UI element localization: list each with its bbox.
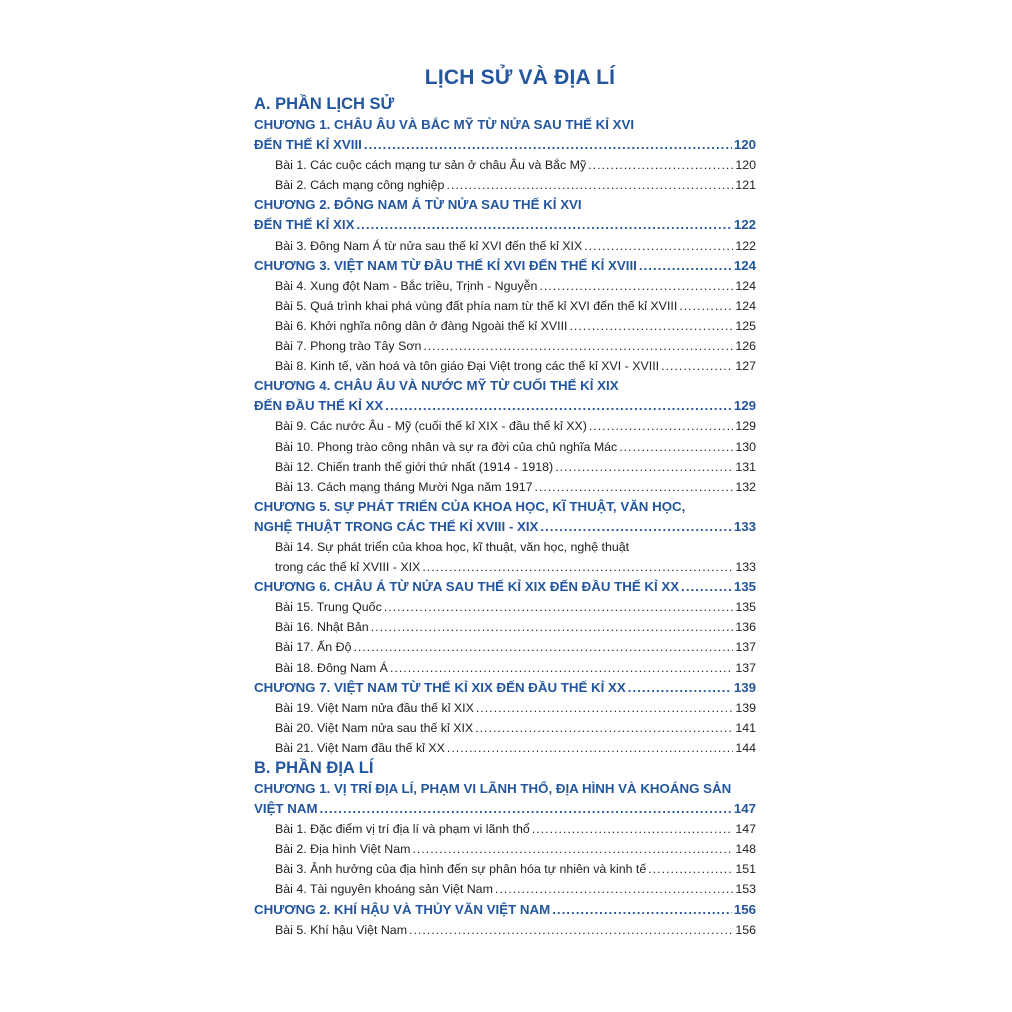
toc-entry-text: ĐẾN THẾ KỈ XVIII [254,137,362,153]
toc-entry-text: CHƯƠNG 2. KHÍ HẬU VÀ THỦY VĂN VIỆT NAM [254,901,551,917]
toc-lesson-row [254,738,756,758]
toc-lesson-row [254,637,756,657]
dot-leader [495,879,733,899]
toc-entry-text: Bài 5. Khí hậu Việt Nam [275,922,408,937]
toc-lesson-row [254,175,756,195]
toc-page-number: 141 [735,720,756,735]
toc-entry-text: Bài 9. Các nước Âu - Mỹ (cuối thế kỉ XIX - đầu thế kỉ XX) [275,419,587,434]
dot-leader [412,839,733,859]
toc-entry-text: Bài 16. Nhật Bản [275,620,369,635]
dot-leader [584,236,733,256]
toc-lesson-row [254,658,756,678]
dot-leader [384,597,734,617]
page-title: LỊCH SỬ VÀ ĐỊA LÍ [424,66,616,89]
toc-page-number: 147 [733,801,756,817]
toc-entry-text: Bài 18. Đông Nam Á [275,660,388,675]
toc-entry-text: Bài 12. Chiến tranh thế giới thứ nhất (1914 - 1918) [275,459,554,474]
dot-leader [423,336,733,356]
toc-page-number: 156 [735,922,756,937]
toc-page-number: 132 [735,479,756,494]
table-of-contents [254,94,756,940]
toc-chapter-row [254,195,756,215]
dot-leader [364,135,732,155]
dot-leader [681,577,732,597]
toc-lesson-row [254,155,756,175]
toc-entry-text: Bài 21. Việt Nam đầu thế kỉ XX [275,740,445,755]
toc-lesson-row [254,859,756,879]
toc-entry-text: Bài 10. Phong trào công nhân và sự ra đời của chủ nghĩa Mác [275,439,618,454]
dot-leader [679,296,733,316]
toc-chapter-row [254,376,756,396]
dot-leader [552,900,732,920]
toc-entry-text: Bài 2. Địa hình Việt Nam [275,842,411,857]
dot-leader [385,396,732,416]
toc-chapter-row [254,115,756,135]
toc-entry-text: Bài 8. Kinh tế, văn hoá và tôn giáo Đại Việt trong các thế kỉ XVI - XVIII [275,359,660,374]
toc-entry-text: CHƯƠNG 4. CHÂU ÂU VÀ NƯỚC MỸ TỪ CUỐI THẾ KỈ XIX [254,378,619,394]
toc-entry-text: VIỆT NAM [254,801,318,817]
dot-leader [371,617,734,637]
dot-leader [320,799,732,819]
toc-page-number: 126 [735,339,756,354]
toc-page-number: 127 [735,359,756,374]
toc-entry-text: Bài 2. Cách mạng công nghiệp [275,178,445,193]
toc-entry-text: Bài 15. Trung Quốc [275,600,382,615]
dot-leader [661,356,733,376]
toc-chapter-row [254,900,756,920]
toc-chapter-row [254,577,756,597]
toc-chapter-row [254,396,756,416]
toc-page-number: 124 [733,257,756,273]
toc-lesson-row [254,597,756,617]
toc-page-number: 147 [735,822,756,837]
toc-page-number: 151 [735,862,756,877]
toc-page-number: 133 [735,560,756,575]
dot-leader [422,557,733,577]
toc-entry-text: Bài 7. Phong trào Tây Sơn [275,339,422,354]
toc-page-number: 121 [735,178,756,193]
dot-leader [569,316,733,336]
toc-lesson-row [254,356,756,376]
dot-leader [628,678,732,698]
toc-entry-text: B. PHẦN ĐỊA LÍ [254,759,374,777]
dot-leader [447,738,733,758]
dot-leader [535,477,734,497]
toc-entry-text: CHƯƠNG 7. VIỆT NAM TỪ THẾ KỈ XIX ĐẾN ĐẦU THẾ KỈ XX [254,679,626,695]
toc-entry-text: A. PHẦN LỊCH SỬ [254,95,395,113]
dot-leader [475,718,733,738]
dot-leader [532,819,733,839]
dot-leader [589,416,733,436]
toc-entry-text: CHƯƠNG 1. CHÂU ÂU VÀ BẮC MỸ TỪ NỬA SAU THẾ KỈ XVI [254,117,635,132]
toc-entry-text: Bài 17. Ấn Độ [275,640,352,655]
toc-entry-text: Bài 3. Ảnh hưởng của địa hình đến sự phân hóa tự nhiên và kinh tế [275,862,647,877]
toc-page-number: 124 [735,298,756,313]
toc-lesson-row [254,296,756,316]
toc-lesson-row [254,437,756,457]
toc-chapter-row [254,517,756,537]
dot-leader [639,256,732,276]
toc-entry-text: Bài 4. Xung đột Nam - Bắc triều, Trịnh - Nguyễn [275,278,538,293]
dot-leader [648,859,733,879]
toc-lesson-row [254,819,756,839]
toc-page-number: 148 [735,842,756,857]
toc-page-number: 129 [735,419,756,434]
toc-chapter-row [254,497,756,517]
toc-page-number: 137 [735,640,756,655]
toc-page-number: 122 [733,217,756,233]
toc-page-number: 129 [733,398,756,414]
toc-entry-text: Bài 14. Sự phát triển của khoa học, kĩ thuật, văn học, nghệ thuật [275,539,630,554]
toc-entry-text: CHƯƠNG 1. VỊ TRÍ ĐỊA LÍ, PHẠM VI LÃNH THỔ, ĐỊA HÌNH VÀ KHOÁNG SẢN [254,781,732,796]
toc-page-number: 120 [735,158,756,173]
toc-page-number: 133 [733,518,756,534]
toc-chapter-row [254,678,756,698]
toc-entry-text: CHƯƠNG 5. SỰ PHÁT TRIỂN CỦA KHOA HỌC, KĨ THUẬT, VĂN HỌC, [254,498,686,514]
toc-entry-text: Bài 6. Khởi nghĩa nông dân ở đàng Ngoài thế kỉ XVIII [275,318,568,333]
toc-entry-text: CHƯƠNG 6. CHÂU Á TỪ NỬA SAU THẾ KỈ XIX ĐẾN ĐẦU THẾ KỈ XX [254,579,680,595]
toc-part-heading [254,94,756,115]
toc-page-number: 135 [733,579,756,595]
toc-entry-text: CHƯƠNG 3. VIỆT NAM TỪ ĐẦU THẾ KỈ XVI ĐẾN THẾ KỈ XVIII [254,257,637,273]
toc-entry-text: trong các thế kỉ XVIII - XIX [275,560,421,575]
toc-entry-text: CHƯƠNG 2. ĐÔNG NAM Á TỪ NỬA SAU THẾ KỈ XVI [254,197,582,213]
toc-page-number: 122 [735,238,756,253]
toc-page-number: 139 [733,679,756,695]
toc-chapter-row [254,135,756,155]
toc-page-number: 153 [735,882,756,897]
dot-leader [409,920,733,940]
toc-entry-text: Bài 3. Đông Nam Á từ nửa sau thế kỉ XVI đến thế kỉ XIX [275,238,583,253]
toc-lesson-row [254,718,756,738]
dot-leader [353,637,733,657]
toc-page-number: 130 [735,439,756,454]
toc-page-number: 156 [733,901,756,917]
toc-entry-text: Bài 1. Đặc điểm vị trí địa lí và phạm vi lãnh thổ [275,822,530,837]
toc-page-number: 135 [735,600,756,615]
toc-entry-text: Bài 5. Quá trình khai phá vùng đất phía nam từ thế kỉ XVI đến thế kỉ XVIII [275,298,678,313]
toc-entry-text: ĐẾN THẾ KỈ XIX [254,217,355,233]
toc-entry-text: ĐẾN ĐẦU THẾ KỈ XX [254,398,384,414]
toc-page-number: 120 [733,137,756,153]
toc-page-number: 144 [735,740,756,755]
toc-entry-text: Bài 4. Tài nguyên khoáng sản Việt Nam [275,882,493,897]
toc-entry-text: Bài 20. Việt Nam nửa sau thế kỉ XIX [275,720,474,735]
toc-lesson-row [254,698,756,718]
toc-lesson-row [254,416,756,436]
toc-lesson-row [254,457,756,477]
toc-lesson-row [254,557,756,577]
dot-leader [446,175,733,195]
toc-lesson-row [254,920,756,940]
toc-lesson-row [254,336,756,356]
toc-entry-text: NGHỆ THUẬT TRONG CÁC THẾ KỈ XVIII - XIX [254,518,539,534]
toc-part-heading [254,758,756,779]
dot-leader [356,215,731,235]
toc-lesson-row [254,537,756,557]
dot-leader [555,457,733,477]
toc-lesson-row [254,316,756,336]
toc-lesson-row [254,839,756,859]
toc-chapter-row [254,799,756,819]
toc-entry-text: Bài 1. Các cuộc cách mạng tư sản ở châu Âu và Bắc Mỹ [275,158,587,173]
toc-entry-text: Bài 19. Việt Nam nửa đầu thế kỉ XIX [275,700,474,715]
toc-lesson-row [254,236,756,256]
toc-chapter-row [254,256,756,276]
toc-lesson-row [254,617,756,637]
toc-page-number: 139 [735,700,756,715]
toc-entry-text: Bài 13. Cách mạng tháng Mười Nga năm 1917 [275,479,533,494]
dot-leader [540,517,731,537]
toc-page-number: 136 [735,620,756,635]
toc-chapter-row [254,779,756,799]
dot-leader [619,437,733,457]
toc-lesson-row [254,276,756,296]
toc-lesson-row [254,477,756,497]
toc-chapter-row [254,215,756,235]
dot-leader [390,658,733,678]
dot-leader [539,276,733,296]
dot-leader [588,155,733,175]
toc-page-number: 131 [735,459,756,474]
toc-page-number: 137 [735,660,756,675]
toc-page-number: 125 [735,318,756,333]
toc-page-number: 124 [735,278,756,293]
dot-leader [476,698,733,718]
toc-lesson-row [254,879,756,899]
